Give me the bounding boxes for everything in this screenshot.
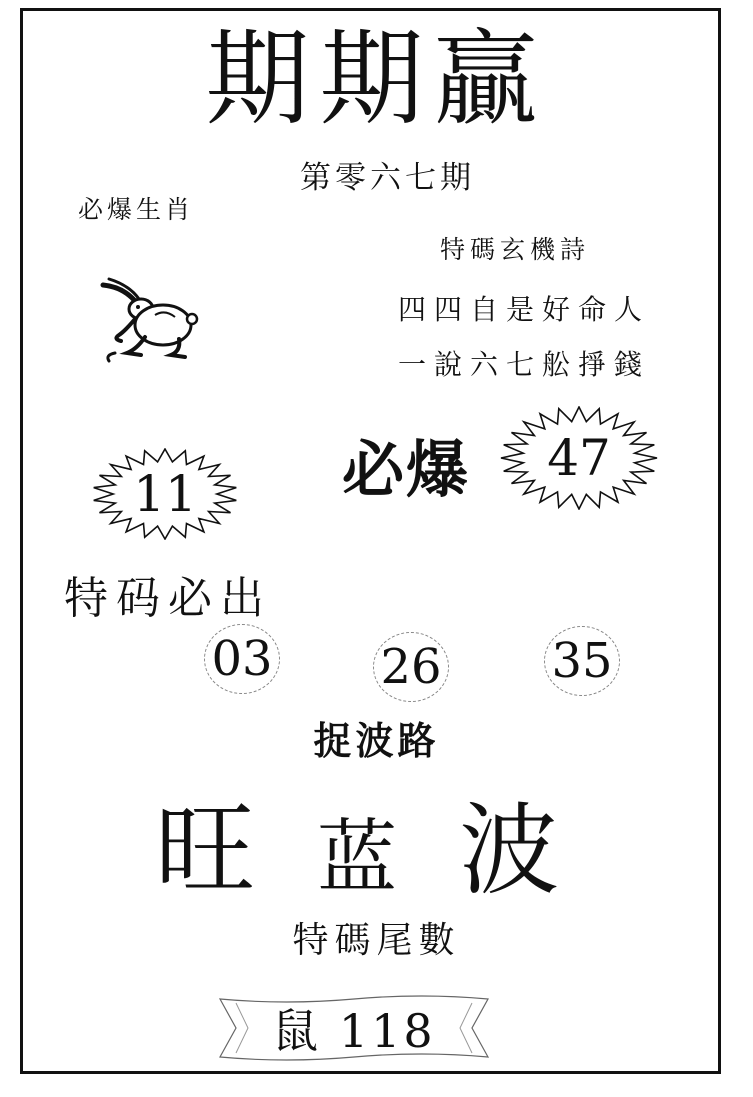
special-number-ball	[367, 632, 455, 702]
poem-line: 一說六七舩掙錢	[398, 348, 651, 381]
hot-number-right: 47	[547, 429, 611, 487]
wave-result	[155, 770, 559, 914]
special-number: 26	[380, 639, 442, 695]
hot-number-burst-left	[92, 448, 238, 540]
hot-number-left: 11	[133, 465, 197, 523]
special-number: 35	[551, 633, 613, 689]
zodiac-label: 必爆生肖	[78, 195, 195, 224]
special-number: 03	[211, 631, 273, 687]
special-label: 特码必出	[64, 573, 272, 624]
wave-char: 旺	[155, 792, 255, 909]
issue-number: 第零六七期	[300, 160, 475, 196]
hot-label: 必爆	[342, 433, 471, 506]
wave-char: 蓝	[317, 811, 397, 904]
page-title: 期期贏	[205, 18, 548, 140]
poem-title: 特碼玄機詩	[440, 235, 591, 264]
special-number-ball	[538, 626, 626, 696]
tail-label: 特碼尾數	[292, 920, 461, 961]
special-number-ball	[198, 624, 286, 694]
wave-label: 捉波路	[313, 719, 440, 763]
wave-char: 波	[459, 792, 559, 909]
tail-value: 鼠 118	[272, 1004, 436, 1058]
tail-ribbon	[218, 995, 490, 1061]
rabbit-icon	[95, 275, 205, 369]
hot-number-burst-right	[500, 406, 658, 510]
poem-line: 四四自是好命人	[398, 293, 651, 326]
